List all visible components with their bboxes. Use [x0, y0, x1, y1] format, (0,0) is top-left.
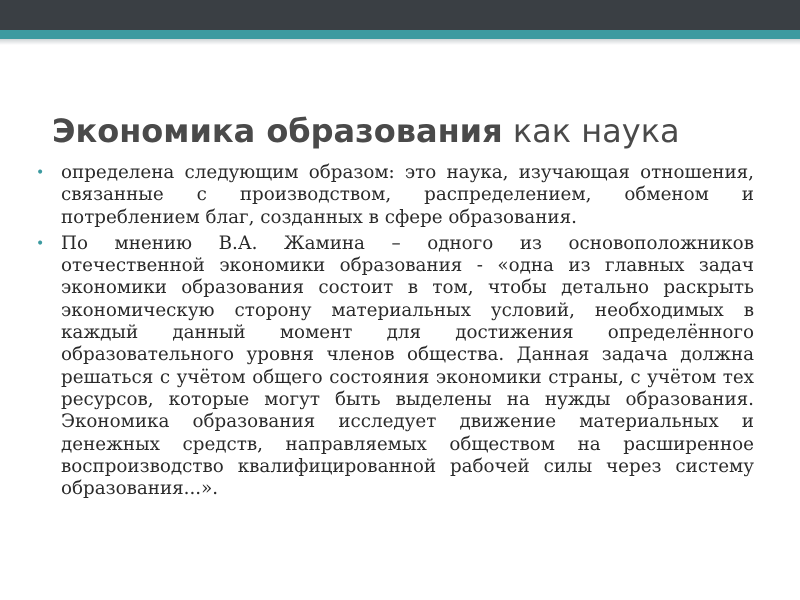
bullet-text: По мнению В.А. Жамина – одного из основоположников отечественной экономики образования - «одна из главных задач экономики образования состоит в том, чтобы детально раскрыть экономическую сторону материальных условий, необходимых в каждый данный момент для достижения определённого образовательного уровня членов общества. Данная задача должна решаться с учётом общего состояния экономики страны, с учётом тех ресурсов, которые могут быть выделены на нужды образования. Экономика образования исследует движение материальных и денежных средств, направляемых обществом на расширенное воспроизводство квалифицированной рабочей силы через систему образования...».	[61, 232, 754, 500]
slide-title	[52, 112, 680, 150]
bullet-item	[36, 233, 754, 501]
bullet-item	[36, 162, 754, 229]
bullet-marker: •	[36, 235, 45, 252]
header-bar	[0, 0, 800, 30]
slide-title-rest: как наука	[502, 112, 680, 150]
header-accent-stripe	[0, 30, 800, 39]
bullet-marker: •	[36, 165, 45, 181]
bullet-text: определена следующим образом: это наука, изучающая отношения, связанные с производством, распределением, обменом и потреблением благ, созданных в сфере образования.	[61, 162, 754, 228]
slide-title-bold: Экономика образования	[52, 112, 503, 150]
bullet-list	[36, 162, 754, 504]
header-shadow	[0, 39, 800, 45]
